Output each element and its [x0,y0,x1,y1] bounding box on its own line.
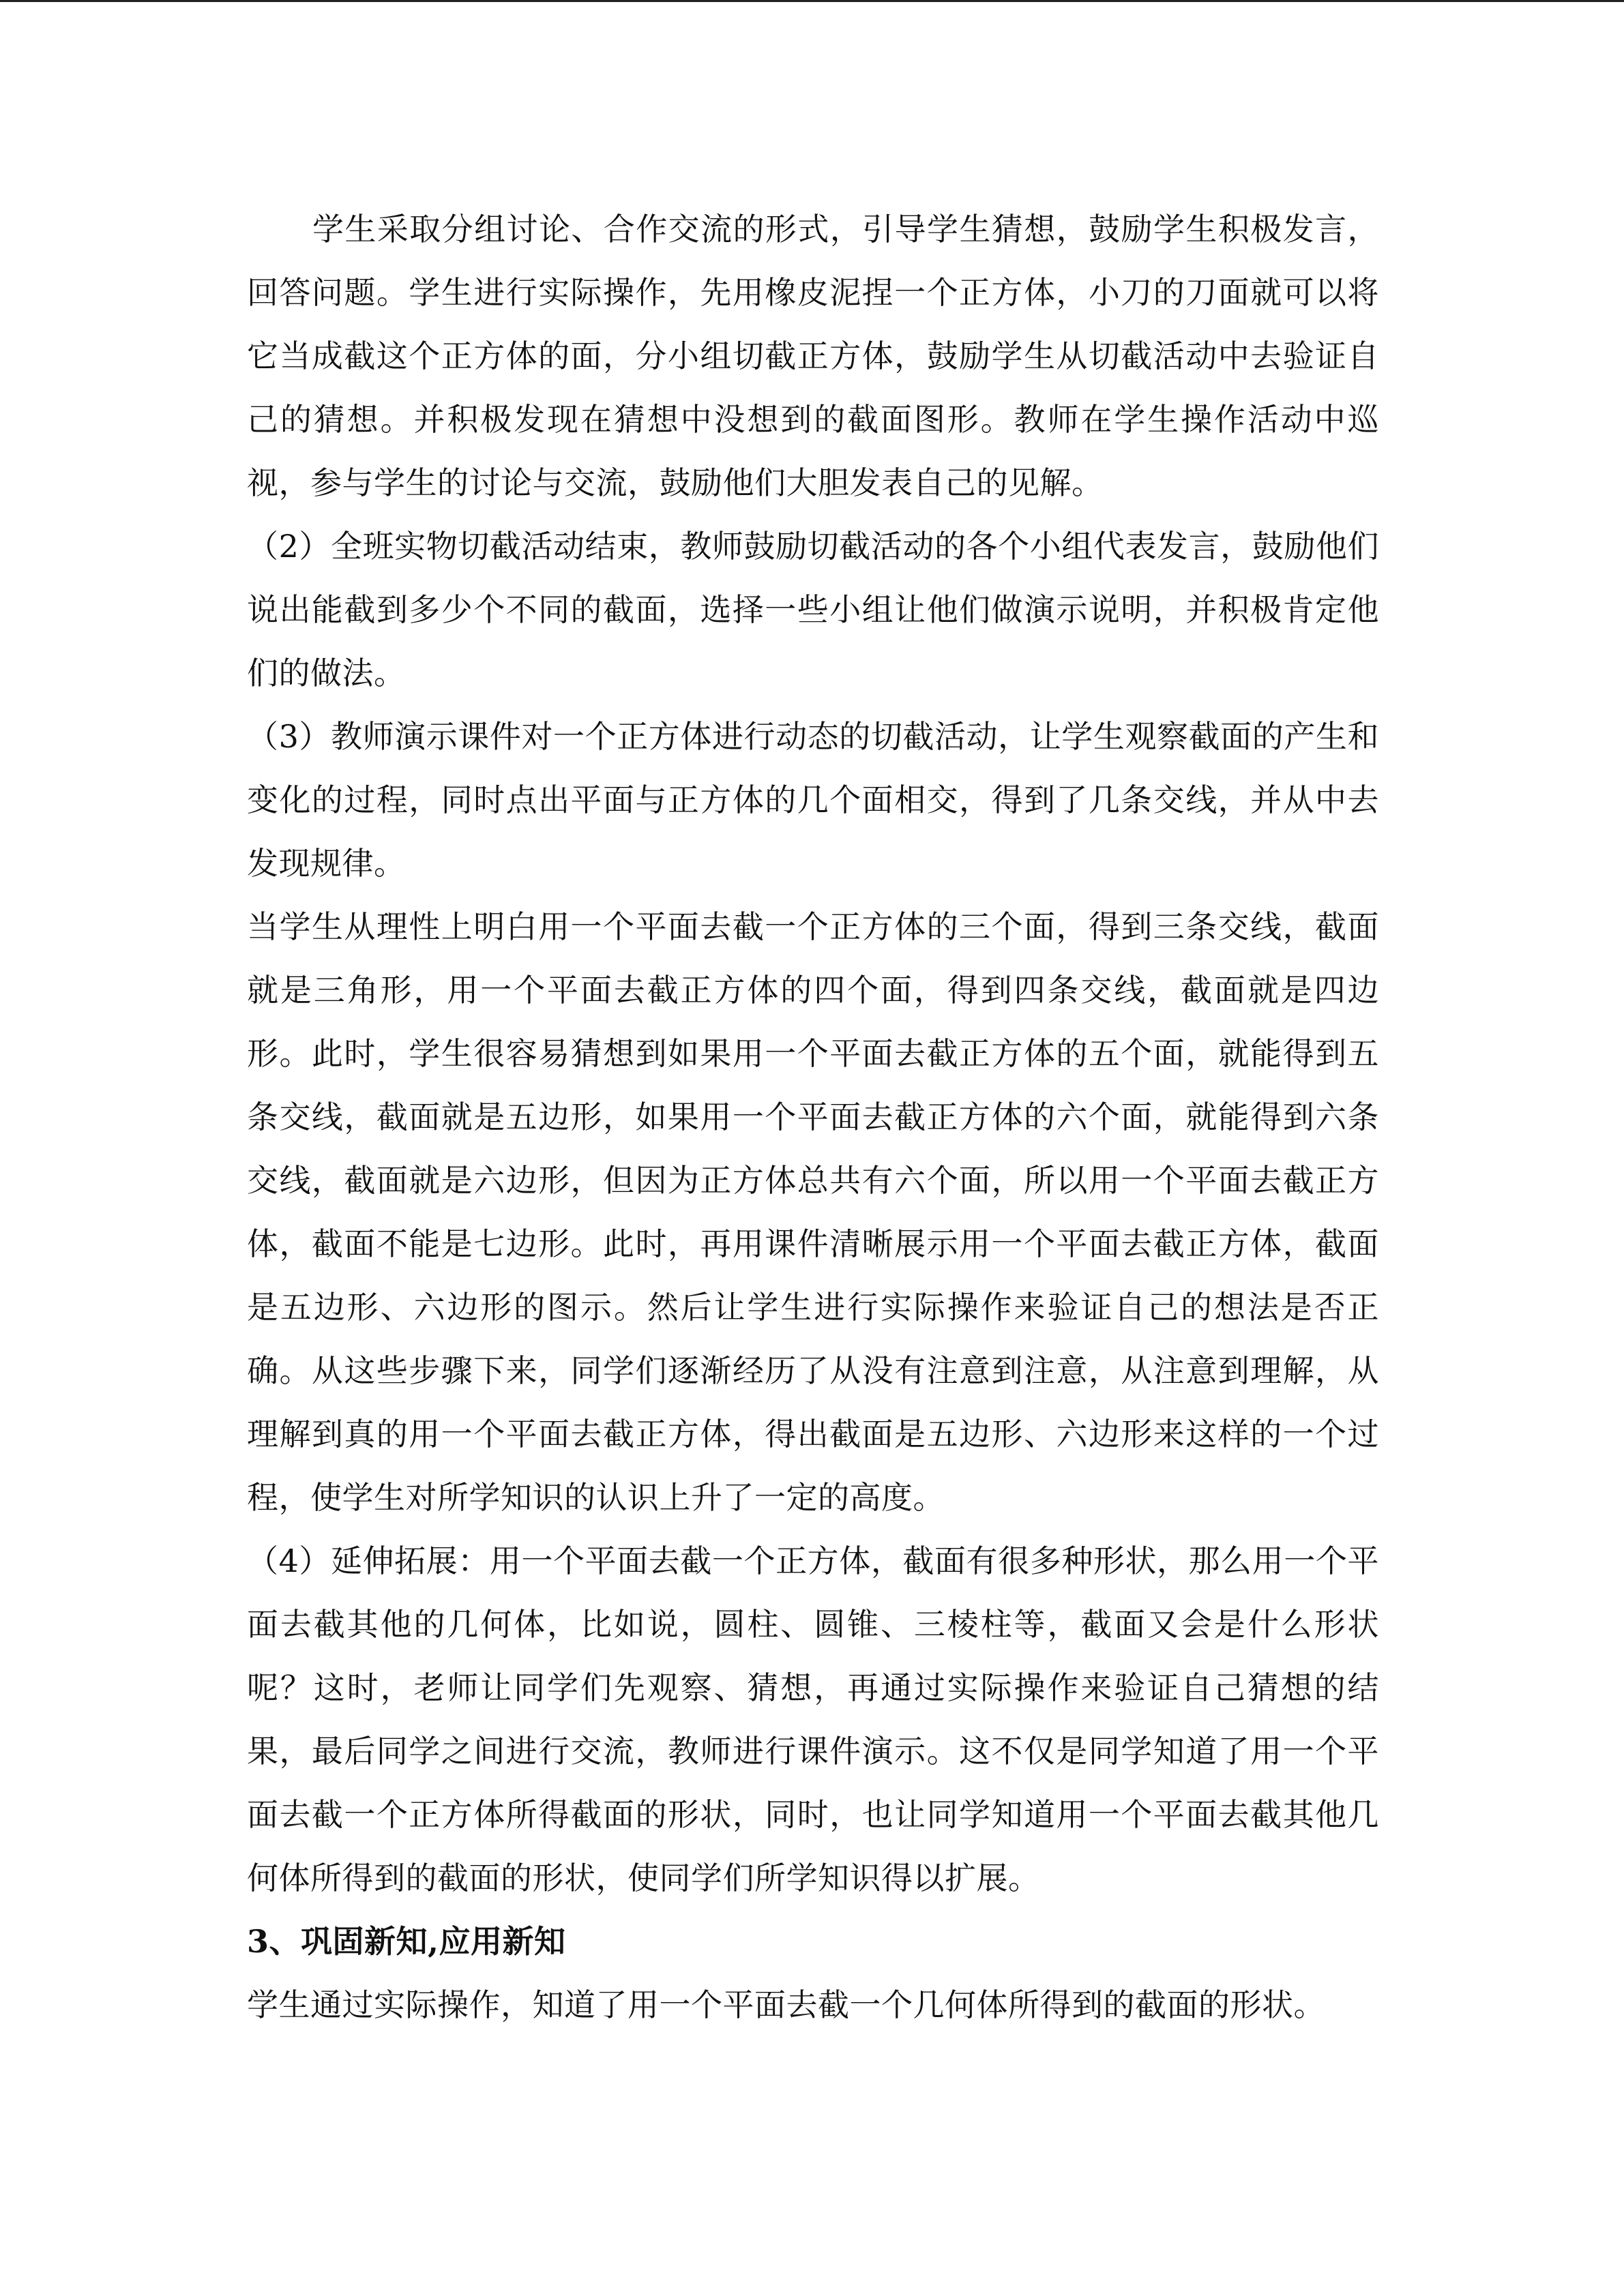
paragraph-consolidate-intro: 学生通过实际操作，知道了用一个平面去截一个几何体所得到的截面的形状。 [247,1986,1325,2023]
paragraph-group-discussion: 学生采取分组讨论、合作交流的形式，引导学生猜想，鼓励学生积极发言，回答问题。学生进行实际操作，先用橡皮泥捏一个正方体，小刀的刀面就可以将它当成截这个正方体的面，分小组切截正方体，鼓励学生从切截活动中去验证自己的猜想。并积极发现在猜想中没想到的截面图形。教师在学生操作活动中巡视，参与学生的讨论与交流，鼓励他们大胆发表自己的见解。 [247,211,1379,501]
paragraph-step-2: （2）全班实物切截活动结束，教师鼓励切截活动的各个小组代表发言，鼓励他们说出能截到多少个不同的截面，选择一些小组让他们做演示说明，并积极肯定他们的做法。 [247,528,1379,691]
document-body [247,198,1379,2037]
paragraph-step-4-extension: （4）延伸拓展：用一个平面去截一个正方体，截面有很多种形状，那么用一个平面去截其他的几何体，比如说，圆柱、圆锥、三棱柱等，截面又会是什么形状呢？这时，老师让同学们先观察、猜想，再通过实际操作来验证自己猜想的结果，最后同学之间进行交流，教师进行课件演示。这不仅是同学知道了用一个平面去截一个正方体所得截面的形状，同时，也让同学知道用一个平面去截其他几何体所得到的截面的形状，使同学们所学知识得以扩展。 [247,1542,1379,1896]
paragraph-step-3: （3）教师演示课件对一个正方体进行动态的切截活动，让学生观察截面的产生和变化的过程，同时点出平面与正方体的几个面相交，得到了几条交线，并从中去发现规律。 [247,718,1379,882]
paragraph-cross-section-reasoning: 当学生从理性上明白用一个平面去截一个正方体的三个面，得到三条交线，截面就是三角形，用一个平面去截正方体的四个面，得到四条交线，截面就是四边形。此时，学生很容易猜想到如果用一个平面去截正方体的五个面，就能得到五条交线，截面就是五边形，如果用一个平面去截正方体的六个面，就能得到六条交线，截面就是六边形，但因为正方体总共有六个面，所以用一个平面去截正方体，截面不能是七边形。此时，再用课件清晰展示用一个平面去截正方体，截面是五边形、六边形的图示。然后让学生进行实际操作来验证自己的想法是否正确。从这些步骤下来，同学们逐渐经历了从没有注意到注意，从注意到理解，从理解到真的用一个平面去截正方体，得出截面是五边形、六边形来这样的一个过程，使学生对所学知识的认识上升了一定的高度。 [247,908,1379,1516]
section-heading-consolidate: 3、巩固新知,应用新知 [247,1923,566,1960]
page-top-border [0,0,1624,2]
